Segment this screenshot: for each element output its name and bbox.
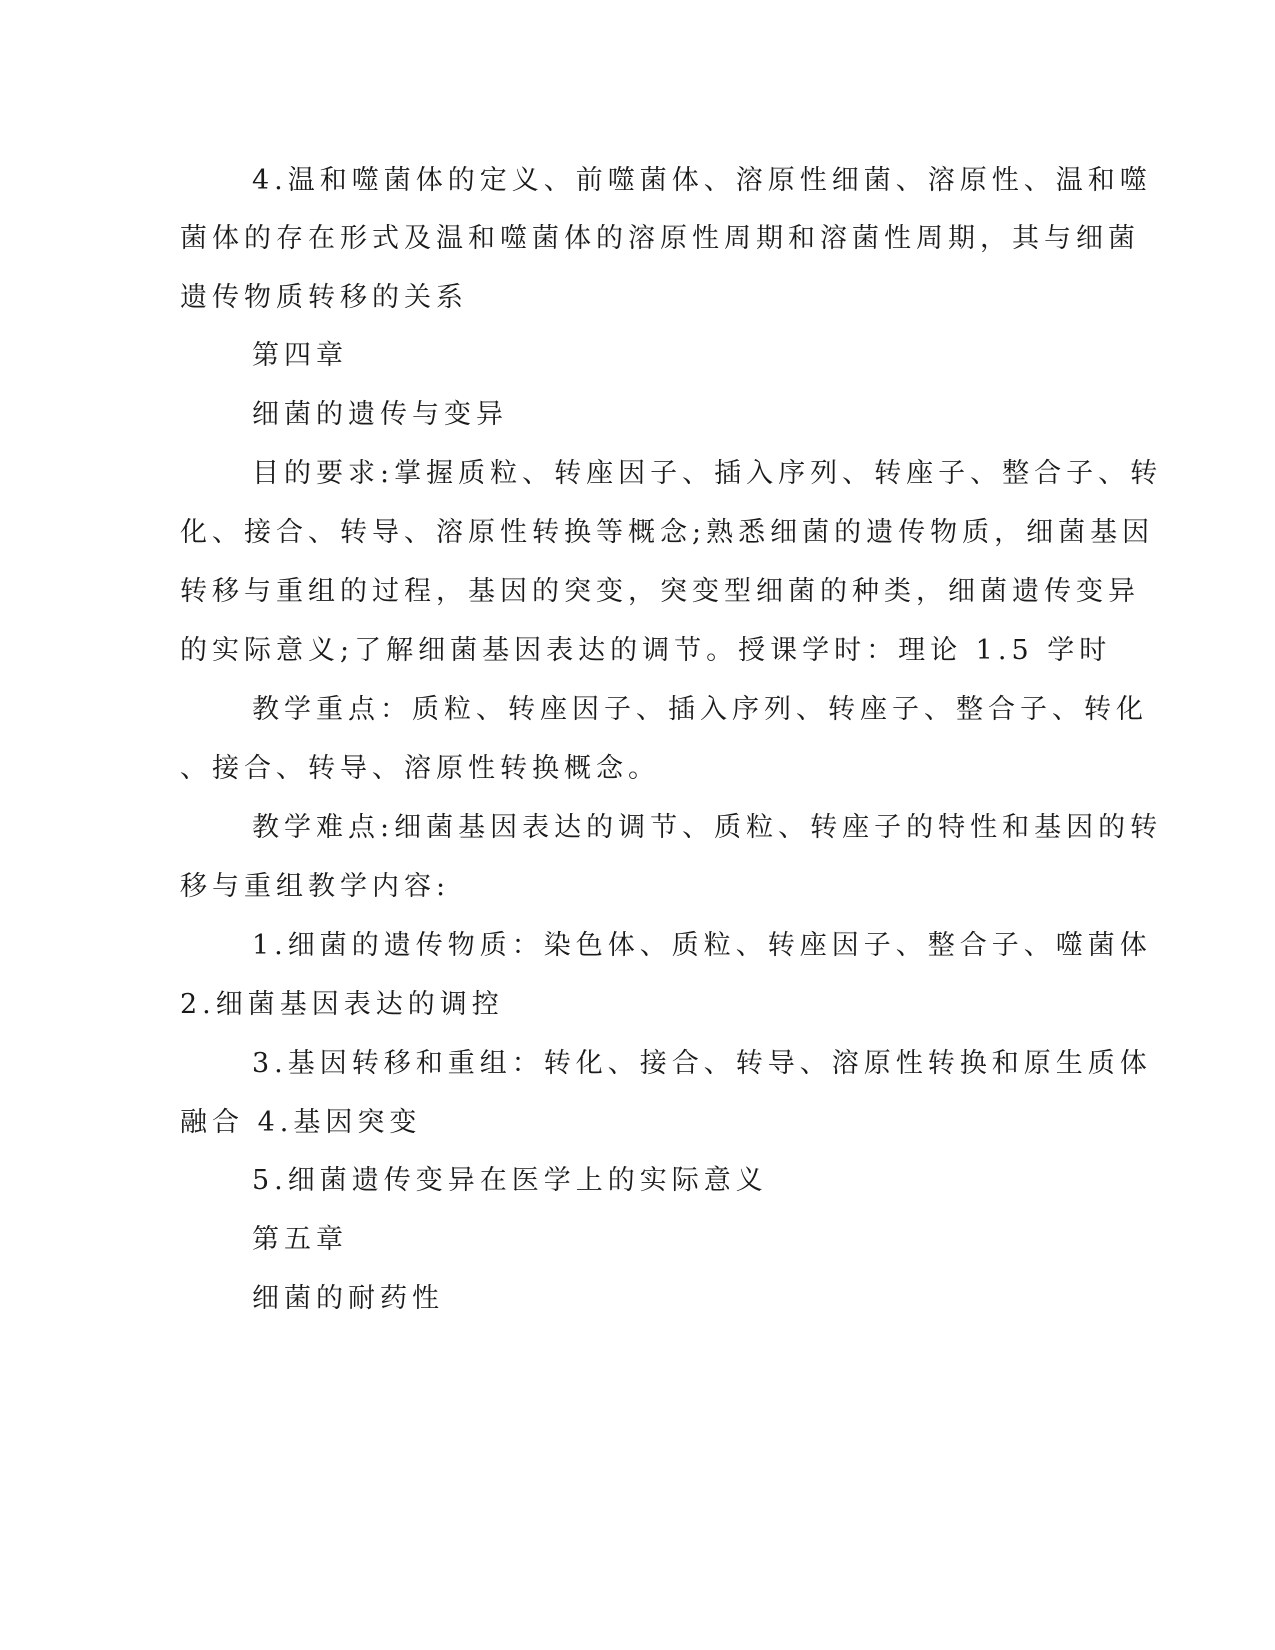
line-text: 教学难点:细菌基因表达的调节、质粒、转座子的特性和基因的转 [252, 812, 1163, 843]
line-text: 转移与重组的过程，基因的突变，突变型细菌的种类，细菌遗传变异 [180, 576, 1140, 607]
line-text: 2.细菌基因表达的调控 [180, 989, 504, 1020]
line-text: 遗传物质转移的关系 [180, 282, 468, 313]
line-text: 细菌的遗传与变异 [252, 399, 508, 430]
line-text: 4.温和噬菌体的定义、前噬菌体、溶原性细菌、溶原性、温和噬 [252, 165, 1152, 196]
line-text: 的实际意义;了解细菌基因表达的调节。授课学时：理论 1.5 学时 [180, 635, 1112, 666]
line-text: 5.细菌遗传变异在医学上的实际意义 [252, 1165, 768, 1196]
line-text: 第五章 [252, 1224, 348, 1255]
line-text: 目的要求:掌握质粒、转座因子、插入序列、转座子、整合子、转 [252, 458, 1163, 489]
line-text: 第四章 [252, 340, 348, 371]
line-text: 3.基因转移和重组：转化、接合、转导、溶原性转换和原生质体 [252, 1048, 1152, 1079]
line-text: 、接合、转导、溶原性转换概念。 [180, 753, 660, 784]
line-text: 化、接合、转导、溶原性转换等概念;熟悉细菌的遗传物质，细菌基因 [180, 517, 1155, 548]
line-text: 1.细菌的遗传物质：染色体、质粒、转座因子、整合子、噬菌体 [252, 930, 1152, 961]
line-text: 细菌的耐药性 [252, 1283, 444, 1314]
line-text: 菌体的存在形式及温和噬菌体的溶原性周期和溶菌性周期，其与细菌 [180, 223, 1140, 254]
line-text: 融合 4.基因突变 [180, 1107, 422, 1138]
line-text: 教学重点：质粒、转座因子、插入序列、转座子、整合子、转化 [252, 694, 1148, 725]
line-text: 移与重组教学内容: [180, 871, 451, 902]
